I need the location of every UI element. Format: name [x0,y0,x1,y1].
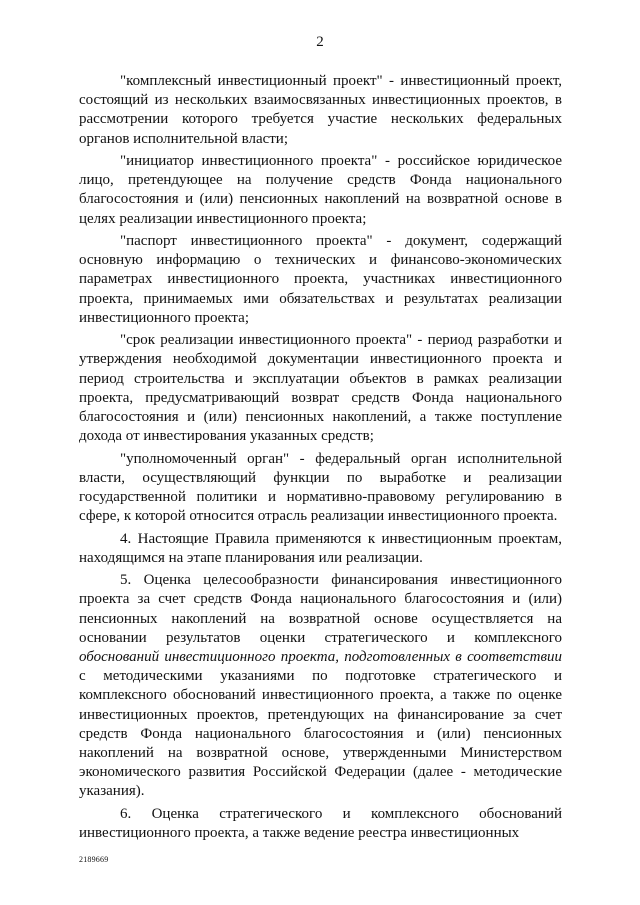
definition-complex-project: "комплексный инвестиционный проект" - инвестиционный проект, состоящий из нескольких взаимосвязанных инвестиционных проектов, в рассмотрении которого требуется участие нескольких федеральных органов исполнительной власти; [79,73,562,147]
document-code: 2189669 [79,855,109,864]
clause-5 [79,571,562,801]
clause-6: 6. Оценка стратегического и комплексного обоснований инвестиционного проекта, а также ведение реестра инвестиционных [79,805,562,842]
page-number: 2 [316,34,324,50]
clause-5-part3: с методическими указаниями по подготовке стратегического и комплексного обоснований инвестиционного проекта, а также по оценке инвестиционных проектов, претендующих на финансирование за счет средств Фонда национального благосостояния и (или) пенсионных накоплений на возвратной основе, утвержденными Министерством экономического развития Российской Федерации (далее - методические указания). [79,668,562,800]
clause-4: 4. Настоящие Правила применяются к инвестиционным проектам, находящимся на этапе планирования или реализации. [79,530,562,566]
definition-implementation-period: "срок реализации инвестиционного проекта" - период разработки и утверждения необходимой документации инвестиционного проекта и период строительства и эксплуатации объектов в рамках реализации проекта, предусматривающий возврат средств Фонда национального благосостояния и (или) пенсионных накоплений, а также поступление дохода от инвестирования указанных средств; [79,332,562,445]
document-body [79,72,562,846]
clause-5-part1: 5. Оценка целесообразности финансирования инвестиционного проекта за счет средств Фонда национального благосостояния и (или) пенсионных накоплений на возвратной основе осуществляется на основании результатов оценки стратегического и комплексного [79,572,562,646]
definition-authorized-body: "уполномоченный орган" - федеральный орган исполнительной власти, осуществляющий функции по выработке и реализации государственной политики и нормативно-правовому регулированию в сфере, к которой относится отрасль реализации инвестиционного проекта. [79,450,562,525]
definition-project-passport: "паспорт инвестиционного проекта" - документ, содержащий основную информацию о технических и финансово-экономических параметрах инвестиционного проекта, участниках инвестиционного проекта, принимаемых ими обязательствах и результатах реализации инвестиционного проекта; [79,233,562,326]
definition-project-initiator: "инициатор инвестиционного проекта" - российское юридическое лицо, претендующее на получение средств Фонда национального благосостояния и (или) пенсионных накоплений на возвратной основе в целях реализации инвестиционного проекта; [79,153,562,227]
clause-5-italic: обоснований инвестиционного проекта, подготовленных в соответствии [79,649,562,666]
